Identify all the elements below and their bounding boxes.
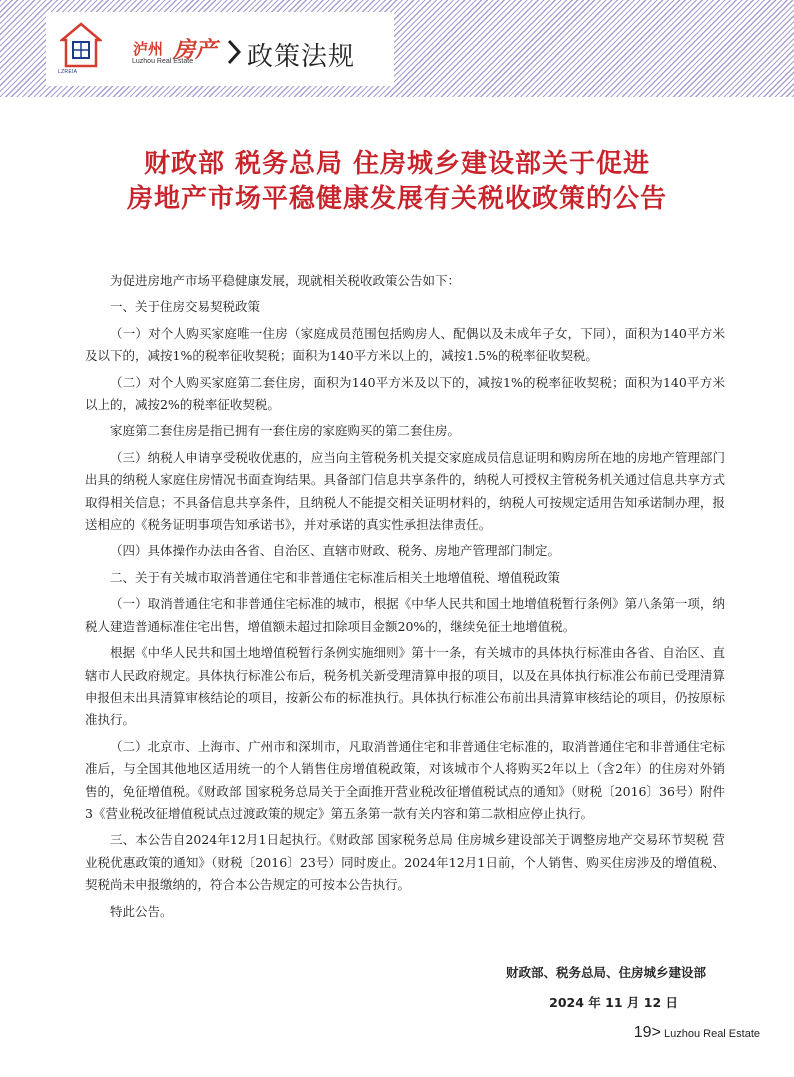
article-title-line-1: 财政部 税务总局 住房城乡建设部关于促进 — [143, 149, 651, 179]
section-title: 政策法规 — [247, 42, 356, 72]
footer-brand: Luzhou Real Estate — [663, 1028, 760, 1040]
paragraph: （一）对个人购买家庭唯一住房（家庭成员范围包括购房人、配偶以及未成年子女，下同），面积为140平方米及以下的，减按1%的税率征收契税；面积为140平方米以上的，减按1.5%的税率征收契税。 — [85, 325, 725, 364]
paragraph: 特此公告。 — [110, 903, 173, 919]
page-number: 19> — [633, 1024, 661, 1041]
signature-org: 财政部、税务总局、住房城乡建设部 — [505, 965, 706, 980]
paragraph: 二、关于有关城市取消普通住宅和非普通住宅标准后相关土地增值税、增值税政策 — [110, 569, 561, 585]
brand-name-cn: 泸州 — [133, 40, 164, 58]
paragraph: 为促进房地产市场平稳健康发展，现就相关税收政策公告如下： — [110, 273, 461, 288]
brand-name-script: 房产 — [173, 37, 218, 63]
house-logo-icon — [60, 22, 102, 72]
paragraph: 一、关于住房交易契税政策 — [110, 299, 261, 315]
brand-name-en: Luzhou Real Estate — [132, 58, 194, 65]
paragraph: （一）取消普通住宅和非普通住宅标准的城市，根据《中华人民共和国土地增值税暂行条例》第八条第一项，纳税人建造普通标准住宅出售，增值额未超过扣除项目金额20%的，继续免征土地增值税。 — [85, 596, 725, 634]
article-body — [85, 270, 725, 927]
paragraph: （二）北京市、上海市、广州市和深圳市，凡取消普通住宅和非普通住宅标准的，取消普通住宅和非普通住宅标准后，与全国其他地区适用统一的个人销售住房增值税政策，对该城市个人将购买2年以上（含2年）的住房对外销售的，免征增值税。《财政部 国家税务总局关于全面推开营业税改征增值税试点的通知》（财税〔2016〕36号）附件3《营业税改征增值税试点过渡政策的规定》第五条第一款有关内容和第二款相应停止执行。 — [85, 738, 725, 821]
paragraph: （三）纳税人申请享受税收优惠的，应当向主管税务机关提交家庭成员信息证明和购房所在地的房地产管理部门出具的纳税人家庭住房情况书面查询结果。具备部门信息共享条件的，纳税人可授权主管税务机关通过信息共享方式取得相关信息；不具备信息共享条件，且纳税人不能提交相关证明材料的，纳税人可按规定适用告知承诺制办理，报送相应的《税务证明事项告知承诺书》，并对承诺的真实性承担法律责任。 — [85, 449, 725, 533]
signature-date: 2024 年 11 月 12 日 — [549, 995, 678, 1010]
page-footer — [634, 1024, 760, 1042]
chevron-right-icon — [226, 38, 242, 66]
article-title-line-2: 房地产市场平稳健康发展有关税收政策的公告 — [126, 184, 667, 214]
paragraph: 根据《中华人民共和国土地增值税暂行条例实施细则》第十一条，有关城市的具体执行标准由各省、自治区、直辖市人民政府规定。具体执行标准公布后，税务机关新受理清算申报的项目，以及在具体执行标准公布前已受理清算申报但未出具清算审核结论的项目，按新公布的标准执行。具体执行标准公布前出具清算审核结论的项目，仍按原标准执行。 — [85, 645, 725, 728]
paragraph: 家庭第二套住房是指已拥有一套住房的家庭购买的第二套住房。 — [110, 423, 461, 439]
paragraph: （二）对个人购买家庭第二套住房，面积为140平方米及以下的，减按1%的税率征收契税；面积为140平方米以上的，减按2%的税率征收契税。 — [85, 374, 725, 413]
signature-block — [506, 958, 706, 1018]
paragraph: （四）具体操作办法由各省、自治区、直辖市财政、税务、房地产管理部门制定。 — [110, 543, 561, 559]
paragraph: 三、本公告自2024年12月1日起执行。《财政部 国家税务总局 住房城乡建设部关于调整房地产交易环节契税 营业税优惠政策的通知》（财税〔2016〕23号）同时废止。2024年12月1日前，个人销售、购买住房涉及的增值税、契税尚未申报缴纳的，符合本公告规定的可按本公告执行。 — [85, 832, 725, 893]
logo-caption: LZREIA — [58, 69, 78, 75]
